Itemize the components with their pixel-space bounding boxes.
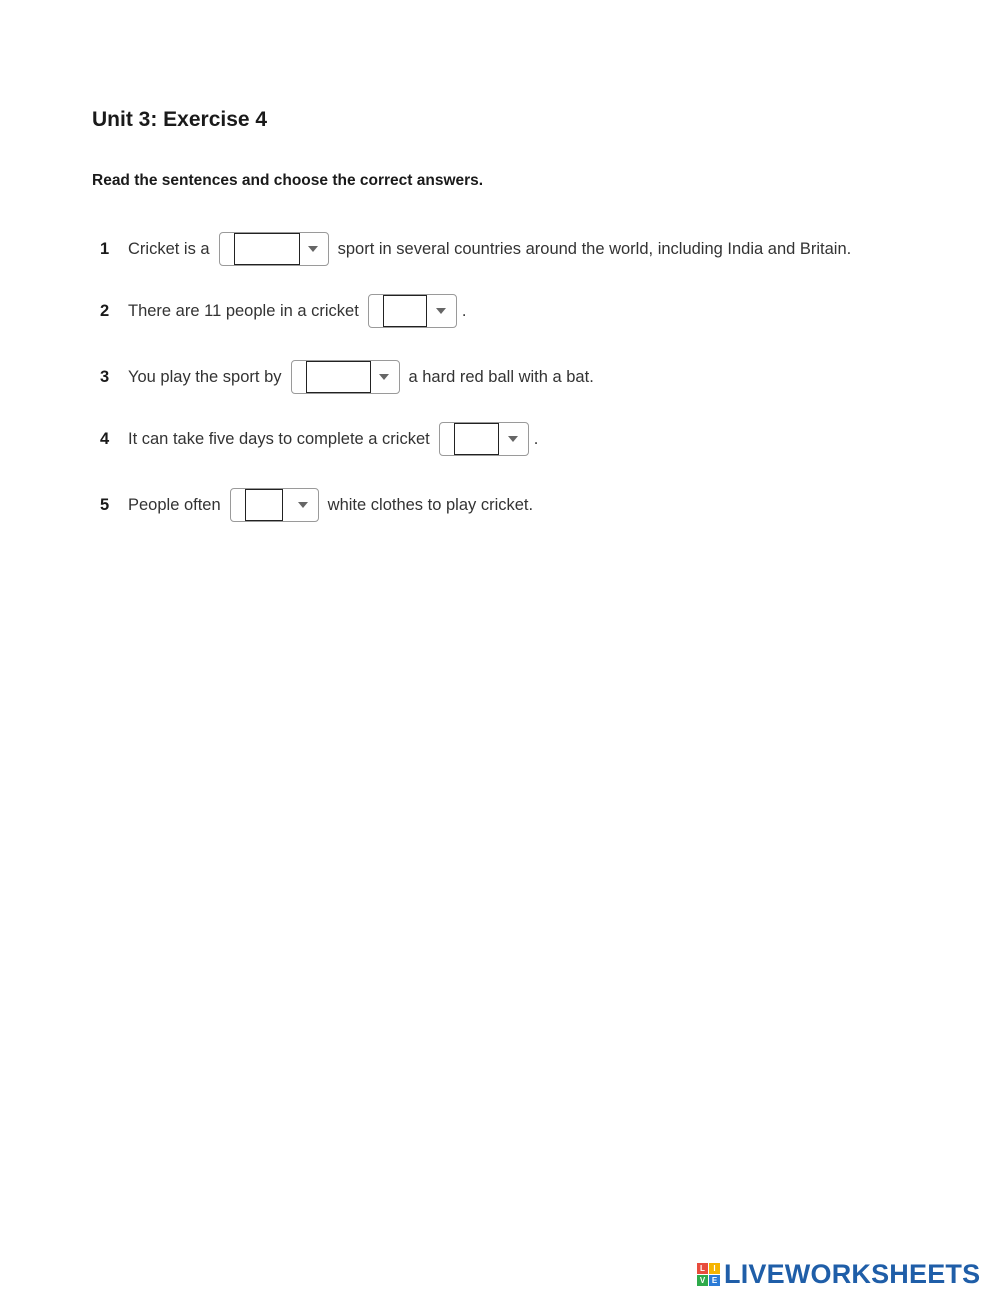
question-number: 2	[100, 301, 110, 320]
question-3	[100, 358, 594, 396]
chevron-down-icon[interactable]	[369, 361, 399, 393]
chevron-down-icon[interactable]	[426, 295, 456, 327]
question-text-after: white clothes to play cricket.	[327, 495, 534, 514]
question-text-before: There are 11 people in a cricket	[128, 301, 359, 320]
chevron-down-icon[interactable]	[298, 233, 328, 265]
question-number: 1	[100, 239, 110, 258]
answer-dropdown-3[interactable]	[291, 360, 400, 394]
logo-mark-letter: L	[697, 1263, 708, 1274]
question-text-after: sport in several countries around the world, including India and Britain.	[337, 239, 852, 258]
question-1	[100, 230, 851, 268]
question-text-before: It can take five days to complete a cricket	[128, 429, 430, 448]
question-text-before: You play the sport by	[128, 367, 282, 386]
question-number: 4	[100, 429, 110, 448]
logo-mark-letter: V	[697, 1275, 708, 1286]
answer-field	[454, 423, 499, 455]
chevron-down-icon[interactable]	[498, 423, 528, 455]
answer-dropdown-2[interactable]	[368, 294, 457, 328]
answer-dropdown-5[interactable]	[230, 488, 319, 522]
logo-text: LIVEWORKSHEETS	[724, 1259, 981, 1289]
question-4	[100, 420, 538, 458]
question-text-after: a hard red ball with a bat.	[408, 367, 594, 386]
question-2	[100, 292, 466, 330]
question-number: 3	[100, 367, 110, 386]
question-text-before: People often	[128, 495, 221, 514]
answer-field	[245, 489, 283, 521]
answer-field	[234, 233, 300, 265]
page-title: Unit 3: Exercise 4	[92, 108, 268, 131]
logo-mark-icon	[697, 1263, 720, 1286]
chevron-down-icon[interactable]	[288, 489, 318, 521]
logo-mark-letter: E	[709, 1275, 720, 1286]
instructions-text: Read the sentences and choose the correct answers.	[92, 172, 484, 189]
answer-field	[383, 295, 427, 327]
answer-dropdown-1[interactable]	[219, 232, 329, 266]
logo-mark-letter: I	[709, 1263, 720, 1274]
answer-dropdown-4[interactable]	[439, 422, 529, 456]
liveworksheets-logo	[697, 1259, 980, 1290]
answer-field	[306, 361, 371, 393]
question-text-after: .	[533, 429, 539, 448]
question-text-after: .	[461, 301, 467, 320]
question-5	[100, 486, 533, 524]
question-text-before: Cricket is a	[128, 239, 210, 258]
question-number: 5	[100, 495, 110, 514]
